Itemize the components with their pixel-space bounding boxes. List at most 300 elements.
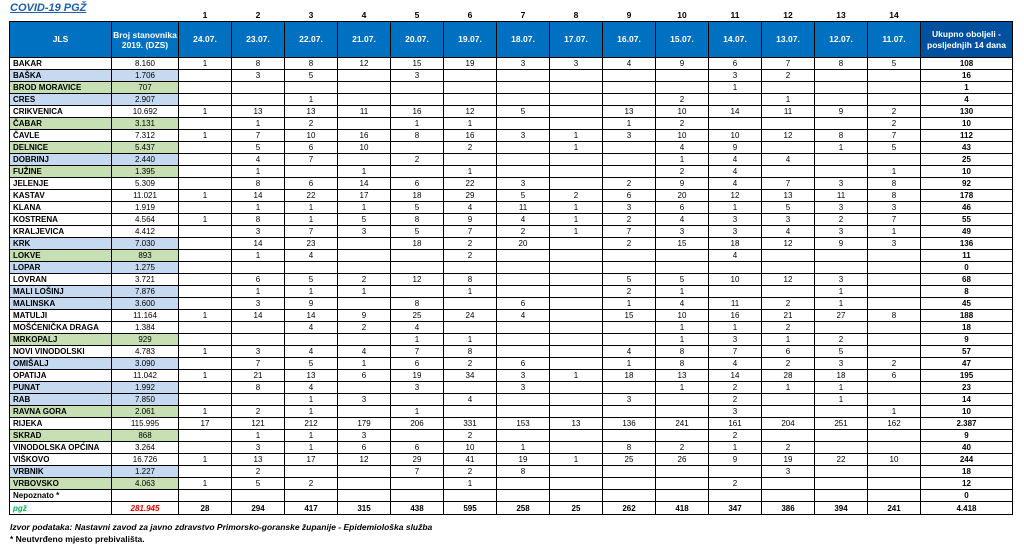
case-count-cell: 27 [815, 310, 868, 322]
case-count-cell [444, 322, 497, 334]
row-total-cell: 16 [921, 70, 1013, 82]
case-count-cell [444, 490, 497, 502]
case-count-cell [444, 94, 497, 106]
case-count-cell: 1 [762, 94, 815, 106]
municipality-name: MALINSKA [10, 298, 112, 310]
case-count-cell: 15 [603, 310, 656, 322]
case-count-cell [815, 478, 868, 490]
case-count-cell: 14 [232, 238, 285, 250]
case-count-cell [656, 394, 709, 406]
case-count-cell: 6 [603, 190, 656, 202]
case-count-cell [179, 94, 232, 106]
case-count-cell: 2 [709, 478, 762, 490]
population-cell: 11.164 [112, 310, 179, 322]
row-total-cell: 40 [921, 442, 1013, 454]
case-count-cell: 5 [868, 58, 921, 70]
case-count-cell [550, 298, 603, 310]
header-row [10, 22, 1013, 58]
case-count-cell [762, 166, 815, 178]
table-row [10, 58, 1013, 70]
table-row [10, 310, 1013, 322]
case-count-cell: 28 [762, 370, 815, 382]
header-date: 14.07. [709, 22, 762, 58]
case-count-cell [444, 406, 497, 418]
case-count-cell [497, 430, 550, 442]
row-total-cell: 8 [921, 286, 1013, 298]
covid-cases-table [9, 10, 1013, 515]
municipality-name: VIŠKOVO [10, 454, 112, 466]
table-row [10, 166, 1013, 178]
case-count-cell [444, 154, 497, 166]
day-number-row [10, 10, 1013, 22]
case-count-cell: 1 [762, 334, 815, 346]
table-row [10, 358, 1013, 370]
case-count-cell: 6 [656, 202, 709, 214]
case-count-cell [391, 94, 444, 106]
case-count-cell [656, 406, 709, 418]
case-count-cell: 3 [603, 394, 656, 406]
case-count-cell [868, 430, 921, 442]
case-count-cell [656, 478, 709, 490]
case-count-cell [550, 490, 603, 502]
row-total-cell: 45 [921, 298, 1013, 310]
case-count-cell: 1 [338, 202, 391, 214]
case-count-cell: 1 [709, 322, 762, 334]
case-count-cell: 1 [868, 406, 921, 418]
day-number: 4 [361, 10, 367, 20]
population-cell: 7.876 [112, 286, 179, 298]
case-count-cell [338, 262, 391, 274]
municipality-name: KASTAV [10, 190, 112, 202]
case-count-cell: 1 [179, 106, 232, 118]
municipality-name: MATULJI [10, 310, 112, 322]
case-count-cell: 13 [232, 454, 285, 466]
case-count-cell: 5 [603, 274, 656, 286]
case-count-cell: 1 [815, 286, 868, 298]
case-count-cell [603, 430, 656, 442]
case-count-cell: 2 [709, 394, 762, 406]
case-count-cell [497, 70, 550, 82]
case-count-cell [815, 466, 868, 478]
case-count-cell: 1 [444, 166, 497, 178]
case-count-cell: 4 [656, 142, 709, 154]
case-count-cell [179, 322, 232, 334]
table-row [10, 154, 1013, 166]
case-count-cell: 11 [815, 190, 868, 202]
row-total-cell: 11 [921, 250, 1013, 262]
case-count-cell: 3 [232, 70, 285, 82]
case-count-cell: 1 [232, 118, 285, 130]
case-count-cell: 1 [179, 130, 232, 142]
header-date: 12.07. [815, 22, 868, 58]
case-count-cell: 4 [709, 166, 762, 178]
table-row [10, 370, 1013, 382]
population-cell: 7.850 [112, 394, 179, 406]
case-count-cell: 7 [868, 130, 921, 142]
case-count-cell [285, 82, 338, 94]
municipality-name: MRKOPALJ [10, 334, 112, 346]
municipality-name: BAKAR [10, 58, 112, 70]
daily-total-cell: 417 [285, 502, 338, 515]
case-count-cell: 3 [550, 58, 603, 70]
table-row [10, 274, 1013, 286]
case-count-cell: 2 [762, 442, 815, 454]
municipality-name: FUŽINE [10, 166, 112, 178]
case-count-cell: 2 [232, 466, 285, 478]
case-count-cell: 2 [656, 118, 709, 130]
case-count-cell: 2 [656, 442, 709, 454]
case-count-cell: 6 [391, 442, 444, 454]
row-total-cell: 108 [921, 58, 1013, 70]
case-count-cell: 2 [444, 142, 497, 154]
case-count-cell [868, 334, 921, 346]
case-count-cell: 6 [391, 358, 444, 370]
population-cell: 1.992 [112, 382, 179, 394]
row-total-cell: 47 [921, 358, 1013, 370]
case-count-cell: 10 [285, 130, 338, 142]
case-count-cell [550, 478, 603, 490]
case-count-cell: 9 [709, 142, 762, 154]
day-number: 12 [783, 10, 793, 20]
case-count-cell: 8 [444, 346, 497, 358]
case-count-cell: 1 [391, 334, 444, 346]
case-count-cell [338, 82, 391, 94]
case-count-cell: 2 [868, 358, 921, 370]
case-count-cell: 9 [815, 238, 868, 250]
case-count-cell [179, 118, 232, 130]
case-count-cell [550, 442, 603, 454]
case-count-cell [232, 262, 285, 274]
case-count-cell [285, 334, 338, 346]
case-count-cell: 1 [656, 334, 709, 346]
case-count-cell [179, 226, 232, 238]
case-count-cell: 251 [815, 418, 868, 430]
case-count-cell: 4 [656, 214, 709, 226]
case-count-cell: 12 [444, 106, 497, 118]
case-count-cell: 2 [603, 238, 656, 250]
municipality-name: Nepoznato * [10, 490, 112, 502]
case-count-cell [762, 430, 815, 442]
case-count-cell: 1 [815, 382, 868, 394]
case-count-cell [709, 466, 762, 478]
case-count-cell [550, 382, 603, 394]
case-count-cell: 10 [656, 130, 709, 142]
case-count-cell [179, 358, 232, 370]
case-count-cell [868, 298, 921, 310]
table-row [10, 142, 1013, 154]
day-number: 7 [520, 10, 526, 20]
header-total: Ukupno oboljeli - posljednjih 14 dana [921, 22, 1013, 58]
case-count-cell [497, 142, 550, 154]
case-count-cell [179, 166, 232, 178]
header-date: 17.07. [550, 22, 603, 58]
case-count-cell: 5 [762, 202, 815, 214]
case-count-cell: 1 [232, 250, 285, 262]
case-count-cell: 4 [709, 178, 762, 190]
case-count-cell: 6 [232, 274, 285, 286]
case-count-cell: 8 [232, 58, 285, 70]
case-count-cell [497, 394, 550, 406]
case-count-cell: 2 [815, 334, 868, 346]
case-count-cell: 1 [285, 394, 338, 406]
case-count-cell [656, 490, 709, 502]
population-cell: 1.227 [112, 466, 179, 478]
table-row [10, 70, 1013, 82]
case-count-cell: 5 [232, 478, 285, 490]
case-count-cell: 13 [603, 106, 656, 118]
case-count-cell: 5 [815, 346, 868, 358]
daily-total-cell: 28 [179, 502, 232, 515]
case-count-cell: 2 [444, 466, 497, 478]
case-count-cell: 14 [232, 190, 285, 202]
case-count-cell: 10 [444, 442, 497, 454]
case-count-cell: 3 [338, 430, 391, 442]
day-number: 1 [202, 10, 208, 20]
case-count-cell [497, 346, 550, 358]
case-count-cell [179, 70, 232, 82]
case-count-cell: 1 [179, 190, 232, 202]
case-count-cell: 4 [285, 322, 338, 334]
footnote: * Neutvrđeno mjesto prebivališta. [10, 534, 145, 544]
case-count-cell [179, 154, 232, 166]
population-cell: 7.312 [112, 130, 179, 142]
row-total-cell: 0 [921, 490, 1013, 502]
case-count-cell: 3 [868, 202, 921, 214]
header-date: 13.07. [762, 22, 815, 58]
case-count-cell: 1 [815, 394, 868, 406]
case-count-cell [762, 286, 815, 298]
case-count-cell [497, 322, 550, 334]
case-count-cell: 3 [709, 334, 762, 346]
case-count-cell [868, 70, 921, 82]
case-count-cell [391, 82, 444, 94]
case-count-cell: 6 [868, 370, 921, 382]
case-count-cell: 7 [762, 178, 815, 190]
case-count-cell: 1 [179, 478, 232, 490]
case-count-cell: 23 [285, 238, 338, 250]
case-count-cell [179, 238, 232, 250]
case-count-cell [709, 118, 762, 130]
case-count-cell: 3 [815, 202, 868, 214]
case-count-cell: 3 [709, 70, 762, 82]
case-count-cell: 1 [285, 214, 338, 226]
case-count-cell [179, 250, 232, 262]
case-count-cell: 9 [815, 106, 868, 118]
case-count-cell: 12 [762, 130, 815, 142]
case-count-cell: 16 [391, 106, 444, 118]
case-count-cell: 21 [762, 310, 815, 322]
table-row [10, 202, 1013, 214]
case-count-cell: 4 [709, 154, 762, 166]
case-count-cell: 14 [709, 106, 762, 118]
table-row [10, 130, 1013, 142]
case-count-cell: 1 [444, 286, 497, 298]
table-row [10, 442, 1013, 454]
case-count-cell [444, 70, 497, 82]
case-count-cell [762, 490, 815, 502]
case-count-cell [179, 262, 232, 274]
population-cell: 4.063 [112, 478, 179, 490]
case-count-cell: 10 [338, 142, 391, 154]
population-cell: 1.384 [112, 322, 179, 334]
case-count-cell: 16 [709, 310, 762, 322]
case-count-cell [285, 466, 338, 478]
case-count-cell [179, 298, 232, 310]
case-count-cell: 14 [232, 310, 285, 322]
case-count-cell: 1 [550, 214, 603, 226]
case-count-cell: 1 [232, 430, 285, 442]
case-count-cell: 4 [762, 226, 815, 238]
case-count-cell [497, 250, 550, 262]
case-count-cell [550, 118, 603, 130]
case-count-cell [815, 118, 868, 130]
municipality-name: NOVI VINODOLSKI [10, 346, 112, 358]
row-total-cell: 92 [921, 178, 1013, 190]
case-count-cell [338, 406, 391, 418]
case-count-cell: 1 [391, 406, 444, 418]
case-count-cell: 12 [762, 274, 815, 286]
case-count-cell: 206 [391, 418, 444, 430]
case-count-cell: 8 [391, 214, 444, 226]
table-row [10, 466, 1013, 478]
case-count-cell [868, 442, 921, 454]
municipality-name: ČABAR [10, 118, 112, 130]
case-count-cell: 13 [285, 370, 338, 382]
case-count-cell [497, 262, 550, 274]
case-count-cell: 1 [550, 454, 603, 466]
case-count-cell [444, 82, 497, 94]
case-count-cell [338, 94, 391, 106]
row-total-cell: 9 [921, 334, 1013, 346]
case-count-cell [497, 406, 550, 418]
case-count-cell [179, 394, 232, 406]
case-count-cell [550, 82, 603, 94]
case-count-cell [550, 310, 603, 322]
case-count-cell [338, 118, 391, 130]
case-count-cell: 5 [285, 274, 338, 286]
case-count-cell [497, 166, 550, 178]
case-count-cell: 3 [603, 202, 656, 214]
case-count-cell: 13 [550, 418, 603, 430]
case-count-cell [603, 466, 656, 478]
table-row [10, 226, 1013, 238]
case-count-cell: 3 [232, 442, 285, 454]
case-count-cell: 9 [285, 298, 338, 310]
population-cell: 5.309 [112, 178, 179, 190]
daily-total-cell: 347 [709, 502, 762, 515]
case-count-cell: 7 [709, 346, 762, 358]
case-count-cell: 14 [709, 370, 762, 382]
case-count-cell: 9 [709, 454, 762, 466]
table-row [10, 250, 1013, 262]
case-count-cell: 2 [709, 430, 762, 442]
municipality-name: KOSTRENA [10, 214, 112, 226]
case-count-cell: 1 [603, 298, 656, 310]
case-count-cell [497, 118, 550, 130]
case-count-cell [338, 382, 391, 394]
case-count-cell [868, 466, 921, 478]
case-count-cell: 10 [709, 130, 762, 142]
municipality-name: KRALJEVICA [10, 226, 112, 238]
population-cell: 4.564 [112, 214, 179, 226]
case-count-cell [179, 202, 232, 214]
population-cell: 1.275 [112, 262, 179, 274]
daily-total-cell: 258 [497, 502, 550, 515]
case-count-cell: 8 [656, 358, 709, 370]
population-cell: 3.721 [112, 274, 179, 286]
population-cell: 1.706 [112, 70, 179, 82]
case-count-cell [603, 250, 656, 262]
table-row [10, 82, 1013, 94]
case-count-cell: 18 [391, 190, 444, 202]
population-cell: 2.907 [112, 94, 179, 106]
case-count-cell [179, 178, 232, 190]
case-count-cell [603, 478, 656, 490]
row-total-cell: 23 [921, 382, 1013, 394]
case-count-cell [497, 334, 550, 346]
municipality-name: OPATIJA [10, 370, 112, 382]
case-count-cell: 3 [497, 382, 550, 394]
case-count-cell: 10 [656, 106, 709, 118]
case-count-cell [815, 490, 868, 502]
case-count-cell [868, 82, 921, 94]
municipality-name: LOPAR [10, 262, 112, 274]
table-row [10, 394, 1013, 406]
case-count-cell: 7 [232, 130, 285, 142]
daily-total-cell: 25 [550, 502, 603, 515]
case-count-cell: 4 [285, 382, 338, 394]
total-population: 281.945 [112, 502, 179, 515]
table-row [10, 406, 1013, 418]
table-row [10, 214, 1013, 226]
case-count-cell: 4 [497, 310, 550, 322]
case-count-cell: 29 [391, 454, 444, 466]
case-count-cell: 1 [338, 286, 391, 298]
case-count-cell [815, 166, 868, 178]
case-count-cell: 1 [285, 442, 338, 454]
case-count-cell: 8 [868, 190, 921, 202]
case-count-cell: 10 [656, 310, 709, 322]
table-row [10, 490, 1013, 502]
case-count-cell [391, 430, 444, 442]
case-count-cell [868, 490, 921, 502]
daily-total-cell: 315 [338, 502, 391, 515]
case-count-cell [550, 94, 603, 106]
case-count-cell [497, 154, 550, 166]
case-count-cell: 13 [232, 106, 285, 118]
case-count-cell [656, 70, 709, 82]
case-count-cell: 2 [338, 274, 391, 286]
case-count-cell [444, 262, 497, 274]
table-row [10, 94, 1013, 106]
case-count-cell: 5 [868, 142, 921, 154]
case-count-cell: 34 [444, 370, 497, 382]
population-cell: 707 [112, 82, 179, 94]
case-count-cell: 1 [762, 382, 815, 394]
municipality-name: SKRAD [10, 430, 112, 442]
case-count-cell [603, 94, 656, 106]
row-total-cell: 244 [921, 454, 1013, 466]
case-count-cell: 2 [603, 178, 656, 190]
header-date: 15.07. [656, 22, 709, 58]
case-count-cell: 4 [762, 154, 815, 166]
case-count-cell: 8 [391, 130, 444, 142]
case-count-cell [868, 274, 921, 286]
case-count-cell: 1 [338, 166, 391, 178]
total-row [10, 502, 1013, 515]
case-count-cell: 8 [656, 346, 709, 358]
case-count-cell: 1 [391, 118, 444, 130]
